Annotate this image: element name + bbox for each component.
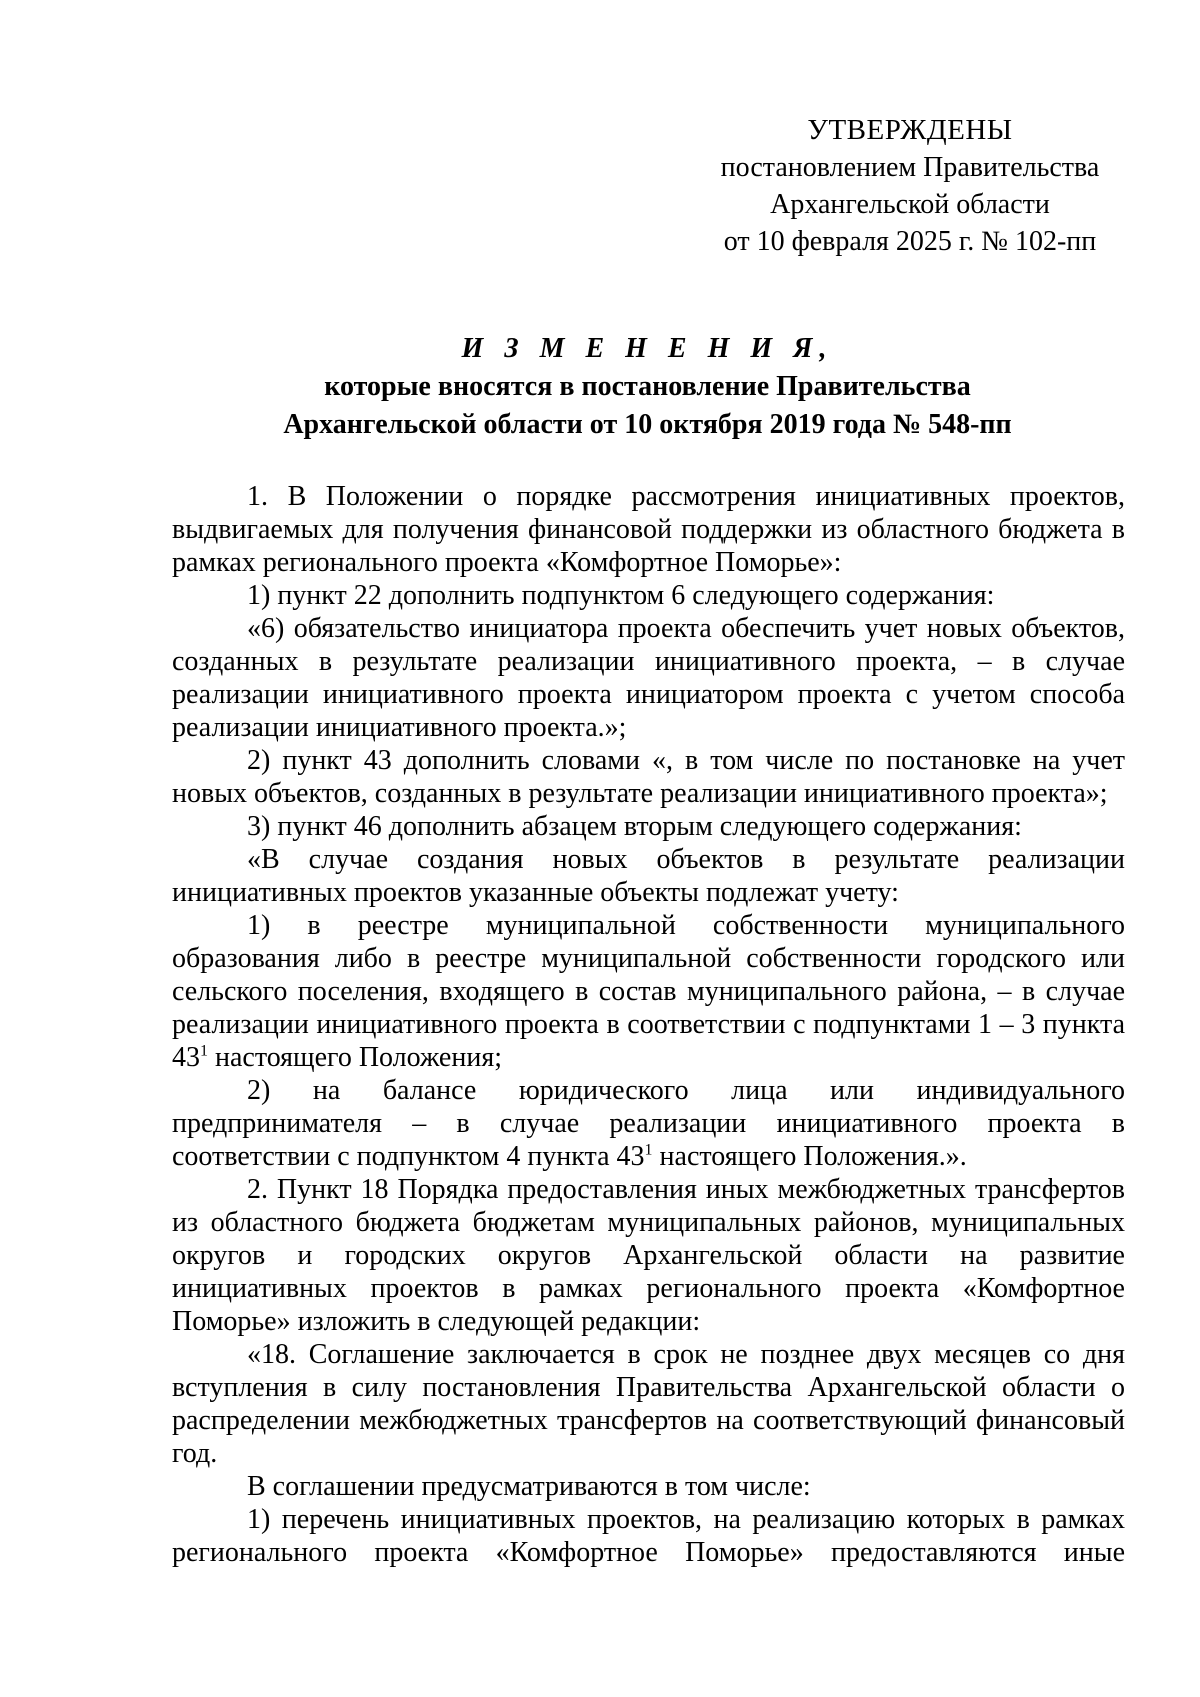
paragraph-1: 1. В Положении о порядке рассмотрения инициативных проектов, выдвигаемых для получения финансовой поддержки из областного бюджета в рамках регионального проекта «Комфортное Поморье»: bbox=[172, 481, 1125, 578]
paragraph-12: 1) перечень инициативных проектов, на реализацию которых в рамках регионального проекта «Комфортное Поморье» предоставляются иные bbox=[172, 1504, 1125, 1568]
paragraph-5: 3) пункт 46 дополнить абзацем вторым следующего содержания: bbox=[247, 811, 1022, 842]
approval-line-1: постановлением Правительства bbox=[720, 152, 1100, 183]
title-line-1: которые вносятся в постановление Правительства bbox=[324, 371, 971, 402]
paragraph-7-text: 1) в реестре муниципальной собственности муниципального образования либо в реестре муниципальной собственности городского или сельского поселения, входящего в состав муниципального района, – в случае реализации инициативного проекта в соответствии с подпунктами 1 – 3 пункта 43 bbox=[172, 910, 1125, 1073]
paragraph-10: «18. Соглашение заключается в срок не позднее двух месяцев со дня вступления в силу постановления Правительства Архангельской области о распределении межбюджетных трансфертов на соответствующий финансовый год. bbox=[172, 1339, 1125, 1469]
paragraph-7-superscript: 1 bbox=[200, 1042, 208, 1060]
paragraph-9: 2. Пункт 18 Порядка предоставления иных межбюджетных трансфертов из областного бюджета бюджетам муниципальных районов, муниципальных округов и городских округов Архангельской области на развитие инициативных проектов в рамках регионального проекта «Комфортное Поморье» изложить в следующей редакции: bbox=[172, 1174, 1125, 1337]
paragraph-8 bbox=[172, 1074, 1125, 1173]
paragraph-2: 1) пункт 22 дополнить подпунктом 6 следующего содержания: bbox=[247, 580, 995, 611]
paragraph-8-tail: настоящего Положения.». bbox=[652, 1141, 967, 1172]
approval-line-3: от 10 февраля 2025 г. № 102-пп bbox=[723, 226, 1097, 257]
title-line-2: Архангельской области от 10 октября 2019 года № 548-пп bbox=[283, 409, 1012, 440]
paragraph-7-tail: настоящего Положения; bbox=[208, 1042, 502, 1073]
approval-line-2: Архангельской области bbox=[770, 189, 1050, 220]
paragraph-7 bbox=[172, 909, 1125, 1074]
document-body bbox=[172, 480, 1125, 1569]
paragraph-8-text: 2) на балансе юридического лица или индивидуального предпринимателя – в случае реализации инициативного проекта в соответствии с подпунктом 4 пункта 43 bbox=[172, 1075, 1125, 1172]
paragraph-8-superscript: 1 bbox=[644, 1141, 653, 1159]
paragraph-4: 2) пункт 43 дополнить словами «, в том числе по постановке на учет новых объектов, созданных в результате реализации инициативного проекта»; bbox=[172, 745, 1125, 809]
approval-block bbox=[700, 112, 1120, 260]
paragraph-3: «6) обязательство инициатора проекта обеспечить учет новых объектов, созданных в результате реализации инициативного проекта, – в случае реализации инициативного проекта инициатором проекта с учетом способа реализации инициативного проекта.»; bbox=[172, 613, 1125, 743]
paragraph-6: «В случае создания новых объектов в результате реализации инициативных проектов указанные объекты подлежат учету: bbox=[172, 844, 1125, 908]
title-heading: И З М Е Н Е Н И Я, bbox=[461, 333, 834, 364]
approval-stamp: УТВЕРЖДЕНЫ bbox=[807, 114, 1013, 146]
document-title bbox=[170, 330, 1125, 444]
paragraph-11: В соглашении предусматриваются в том числе: bbox=[247, 1471, 811, 1502]
